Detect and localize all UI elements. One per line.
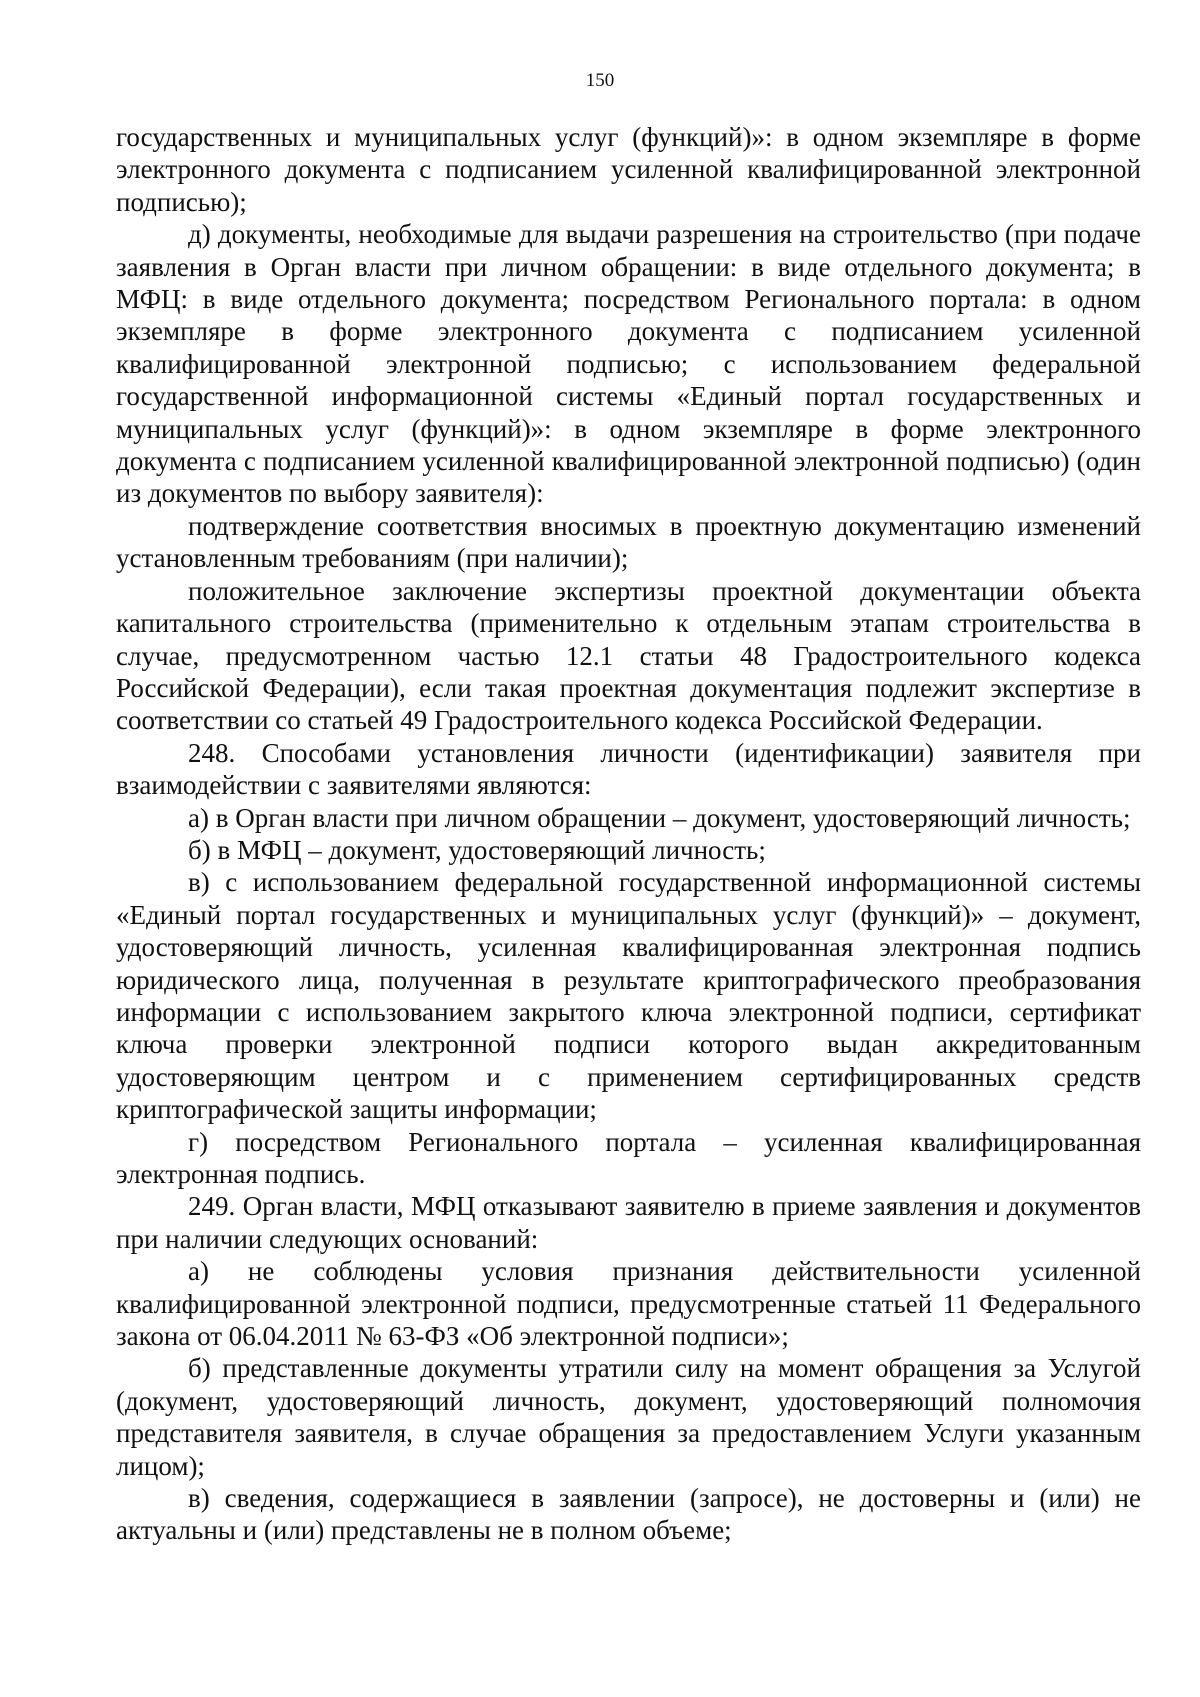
paragraph-5: 248. Способами установления личности (идентификации) заявителя при взаимодействии с заявителями являются: <box>116 737 1141 801</box>
paragraph-7: б) в МФЦ – документ, удостоверяющий личность; <box>188 834 766 865</box>
paragraph-12: б) представленные документы утратили силу на момент обращения за Услугой (документ, удостоверяющий личность, документ, удостоверяющий полномочия представителя заявителя, в случае обращения за предоставлением Услуги указанным лицом); <box>116 1353 1141 1481</box>
document-body <box>116 121 1141 1547</box>
paragraph-6: а) в Орган власти при личном обращении – документ, удостоверяющий личность; <box>188 802 1131 833</box>
paragraph-2: д) документы, необходимые для выдачи разрешения на строительство (при подаче заявления в Орган власти при личном обращении: в виде отдельного документа; в МФЦ: в виде отдельного документа; посредством Регионального портала: в одном экземпляре в форме электронного документа с подписанием усиленной квалифицированной электронной подписью; с использованием федеральной государственной информационной системы «Единый портал государственных и муниципальных услуг (функций)»: в одном экземпляре в форме электронного документа с подписанием усиленной квалифицированной электронной подписью) (один из документов по выбору заявителя): <box>116 219 1141 509</box>
paragraph-3: подтверждение соответствия вносимых в проектную документацию изменений установленным требованиям (при наличии); <box>116 510 1141 574</box>
paragraph-13: в) сведения, содержащиеся в заявлении (запросе), не достоверны и (или) не актуальны и (или) представлены не в полном объеме; <box>116 1483 1141 1546</box>
paragraph-11: а) не соблюдены условия признания действительности усиленной квалифицированной электронной подписи, предусмотренные статьей 11 Федерального закона от 06.04.2011 № 63-ФЗ «Об электронной подписи»; <box>116 1256 1141 1352</box>
paragraph-4: положительное заключение экспертизы проектной документации объекта капитального строительства (применительно к отдельным этапам строительства в случае, предусмотренном частью 12.1 статьи 48 Градостроительного кодекса Российской Федерации), если такая проектная документация подлежит экспертизе в соответствии со статьей 49 Градостроительного кодекса Российской Федерации. <box>116 575 1141 736</box>
paragraph-8: в) с использованием федеральной государственной информационной системы «Единый портал государственных и муниципальных услуг (функций)» – документ, удостоверяющий личность, усиленная квалифицированная электронная подпись юридического лица, полученная в результате криптографического преобразования информации с использованием закрытого ключа электронной подписи, сертификат ключа проверки электронной подписи которого выдан аккредитованным удостоверяющим центром и с применением сертифицированных средств криптографической защиты информации; <box>116 867 1141 1125</box>
paragraph-1: государственных и муниципальных услуг (функций)»: в одном экземпляре в форме электронного документа с подписанием усиленной квалифицированной электронной подписью); <box>116 122 1141 217</box>
page-number: 150 <box>585 70 615 91</box>
paragraph-9: г) посредством Регионального портала – усиленная квалифицированная электронная подпись. <box>116 1126 1141 1189</box>
paragraph-10: 249. Орган власти, МФЦ отказывают заявителю в приеме заявления и документов при наличии следующих оснований: <box>116 1191 1141 1254</box>
